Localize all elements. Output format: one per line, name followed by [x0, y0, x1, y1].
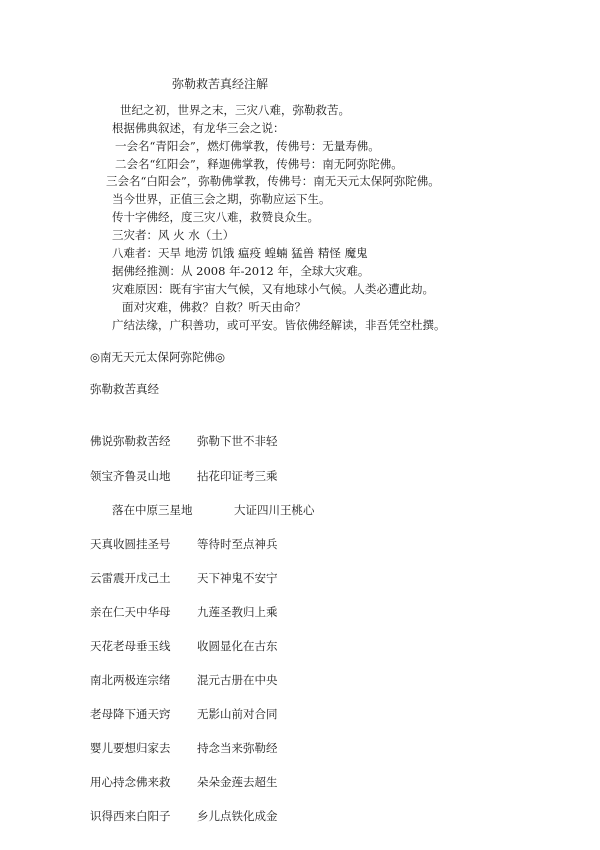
verse-right: 九莲圣教归上乘 — [197, 605, 278, 619]
intro-line: 三灾者：风 火 水（土） — [112, 228, 235, 242]
verse-left: 亲在仁天中华母 — [90, 605, 171, 619]
verse-left: 领宝齐鲁灵山地 — [90, 469, 171, 483]
verse-right: 拈花印证考三乘 — [197, 469, 278, 483]
verse-right: 朵朵金莲去超生 — [197, 775, 278, 789]
verse-left: 天真收圆挂圣号 — [90, 537, 171, 551]
verse-right: 弥勒下世不非轻 — [197, 434, 278, 448]
intro-line: 八难者：天旱 地涝 饥饿 瘟疫 蝗蝻 猛兽 精怪 魔鬼 — [112, 246, 368, 260]
verse-left: 南北两极连宗绪 — [90, 673, 171, 687]
verse-right: 等待时至点神兵 — [197, 537, 278, 551]
verse-left: 佛说弥勒救苦经 — [90, 434, 171, 448]
verse-right: 混元古册在中央 — [197, 673, 278, 687]
verse-left: 天花老母垂玉线 — [90, 639, 171, 653]
invocation-line: ◎南无天元太保阿弥陀佛◎ — [90, 350, 226, 364]
sutra-title: 弥勒救苦真经 — [90, 382, 159, 396]
verse-left: 云雷震开戊己土 — [90, 571, 171, 585]
intro-line: 传十字佛经，度三灾八难，救赞良众生。 — [112, 210, 319, 224]
intro-line: 当今世界，正值三会之期，弥勒应运下生。 — [112, 192, 331, 206]
verse-left: 婴儿要想归家去 — [90, 741, 171, 755]
intro-line: 广结法缘，广积善功，或可平安。皆依佛经解读，非吾凭空杜撰。 — [112, 318, 446, 332]
verse-right: 大证四川王桃心 — [234, 503, 315, 517]
intro-line: 根据佛典叙述，有龙华三会之说： — [112, 121, 285, 135]
intro-line: 一会名“青阳会”，燃灯佛掌教，传佛号：无量寿佛。 — [115, 139, 380, 153]
verse-right: 乡儿点铁化成金 — [197, 809, 278, 823]
verse-right: 天下神鬼不安宁 — [197, 571, 278, 585]
verse-right: 持念当来弥勒经 — [197, 741, 278, 755]
verse-left: 老母降下通天窍 — [90, 707, 171, 721]
document-title: 弥勒救苦真经注解 — [172, 77, 269, 91]
verse-left: 落在中原三星地 — [112, 503, 193, 517]
verse-right: 无影山前对合同 — [197, 707, 278, 721]
verse-left: 用心持念佛来救 — [90, 775, 171, 789]
verse-right: 收圆显化在古东 — [197, 639, 278, 653]
verse-left: 识得西来白阳子 — [90, 809, 171, 823]
intro-line: 三会名“白阳会”，弥勒佛掌教，传佛号：南无天元太保阿弥陀佛。 — [106, 174, 440, 188]
intro-line: 面对灾难，佛救？自救？听天由命？ — [122, 300, 306, 314]
intro-line: 世纪之初，世界之末，三灾八难，弥勒救苦。 — [120, 103, 350, 117]
intro-line: 据佛经推测：从 2008 年-2012 年，全球大灾难。 — [112, 264, 370, 278]
intro-line: 二会名“红阳会”，释迦佛掌教，传佛号：南无阿弥陀佛。 — [115, 157, 403, 171]
intro-line: 灾难原因：既有宇宙大气候，又有地球小气候。人类必遭此劫。 — [112, 282, 434, 296]
